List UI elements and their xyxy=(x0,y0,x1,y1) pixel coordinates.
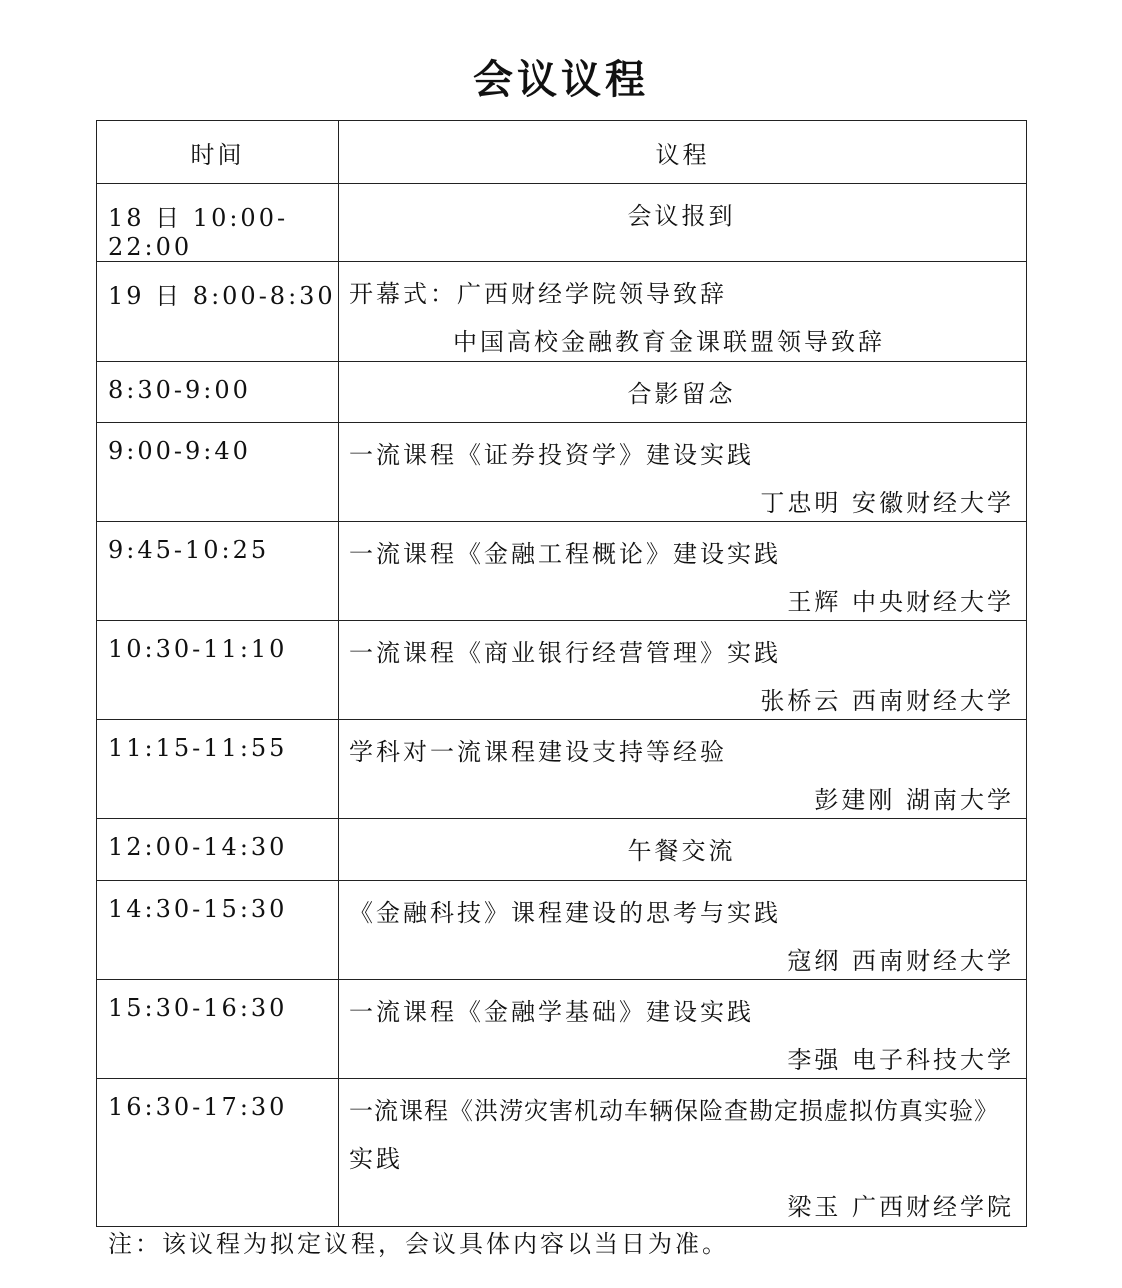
topic: 一流课程《证券投资学》建设实践 xyxy=(349,441,754,469)
topic: 《金融科技》课程建设的思考与实践 xyxy=(349,899,781,927)
time-cell: 18 日 10:00-22:00 xyxy=(97,184,339,262)
table-row xyxy=(97,980,1027,1079)
time-cell: 9:45-10:25 xyxy=(97,522,339,621)
table-row xyxy=(97,881,1027,980)
time-cell: 15:30-16:30 xyxy=(97,980,339,1079)
topic: 一流课程《洪涝灾害机动车辆保险查勘定损虚拟仿真实验》 xyxy=(349,1097,999,1125)
table-row xyxy=(97,184,1027,262)
footnote: 注：该议程为拟定议程，会议具体内容以当日为准。 xyxy=(108,1230,729,1258)
agenda-cell xyxy=(339,423,1027,522)
table-header-row xyxy=(97,121,1027,184)
time-cell: 14:30-15:30 xyxy=(97,881,339,980)
agenda-cell xyxy=(339,819,1027,881)
header-agenda: 议程 xyxy=(339,121,1027,184)
table-row xyxy=(97,362,1027,423)
topic: 一流课程《商业银行经营管理》实践 xyxy=(349,639,781,667)
topic: 会议报到 xyxy=(627,202,736,230)
table-row xyxy=(97,720,1027,819)
agenda-cell xyxy=(339,720,1027,819)
agenda-cell xyxy=(339,621,1027,720)
table-row xyxy=(97,423,1027,522)
table-row xyxy=(97,262,1027,362)
topic-continuation: 实践 xyxy=(349,1145,403,1173)
table-row xyxy=(97,522,1027,621)
speaker: 张桥云 西南财经大学 xyxy=(760,687,1014,715)
page-title: 会议议程 xyxy=(473,57,649,103)
agenda-table xyxy=(96,120,1027,1227)
topic: 午餐交流 xyxy=(627,837,736,865)
topic: 开幕式：广西财经学院领导致辞 xyxy=(349,280,727,308)
time-cell: 10:30-11:10 xyxy=(97,621,339,720)
agenda-cell xyxy=(339,980,1027,1079)
speaker: 彭建刚 湖南大学 xyxy=(814,786,1014,814)
agenda-cell xyxy=(339,522,1027,621)
speaker: 丁忠明 安徽财经大学 xyxy=(760,489,1014,517)
agenda-cell xyxy=(339,262,1027,362)
agenda-cell xyxy=(339,362,1027,423)
time-cell: 8:30-9:00 xyxy=(97,362,339,423)
topic: 合影留念 xyxy=(627,380,736,408)
speaker: 李强 电子科技大学 xyxy=(787,1046,1014,1074)
table-row xyxy=(97,621,1027,720)
speaker: 梁玉 广西财经学院 xyxy=(787,1193,1014,1221)
topic: 一流课程《金融工程概论》建设实践 xyxy=(349,540,781,568)
agenda-cell xyxy=(339,184,1027,262)
table-row xyxy=(97,819,1027,881)
time-cell: 11:15-11:55 xyxy=(97,720,339,819)
agenda-cell xyxy=(339,881,1027,980)
topic: 学科对一流课程建设支持等经验 xyxy=(349,738,727,766)
time-cell: 12:00-14:30 xyxy=(97,819,339,881)
time-cell: 19 日 8:00-8:30 xyxy=(97,262,339,362)
header-time: 时间 xyxy=(97,121,339,184)
topic: 一流课程《金融学基础》建设实践 xyxy=(349,998,754,1026)
agenda-cell xyxy=(339,1079,1027,1227)
time-cell: 9:00-9:40 xyxy=(97,423,339,522)
speaker: 寇纲 西南财经大学 xyxy=(787,947,1014,975)
topic-continuation: 中国高校金融教育金课联盟领导致辞 xyxy=(453,328,885,356)
time-cell: 16:30-17:30 xyxy=(97,1079,339,1227)
table-row xyxy=(97,1079,1027,1227)
speaker: 王辉 中央财经大学 xyxy=(787,588,1014,616)
